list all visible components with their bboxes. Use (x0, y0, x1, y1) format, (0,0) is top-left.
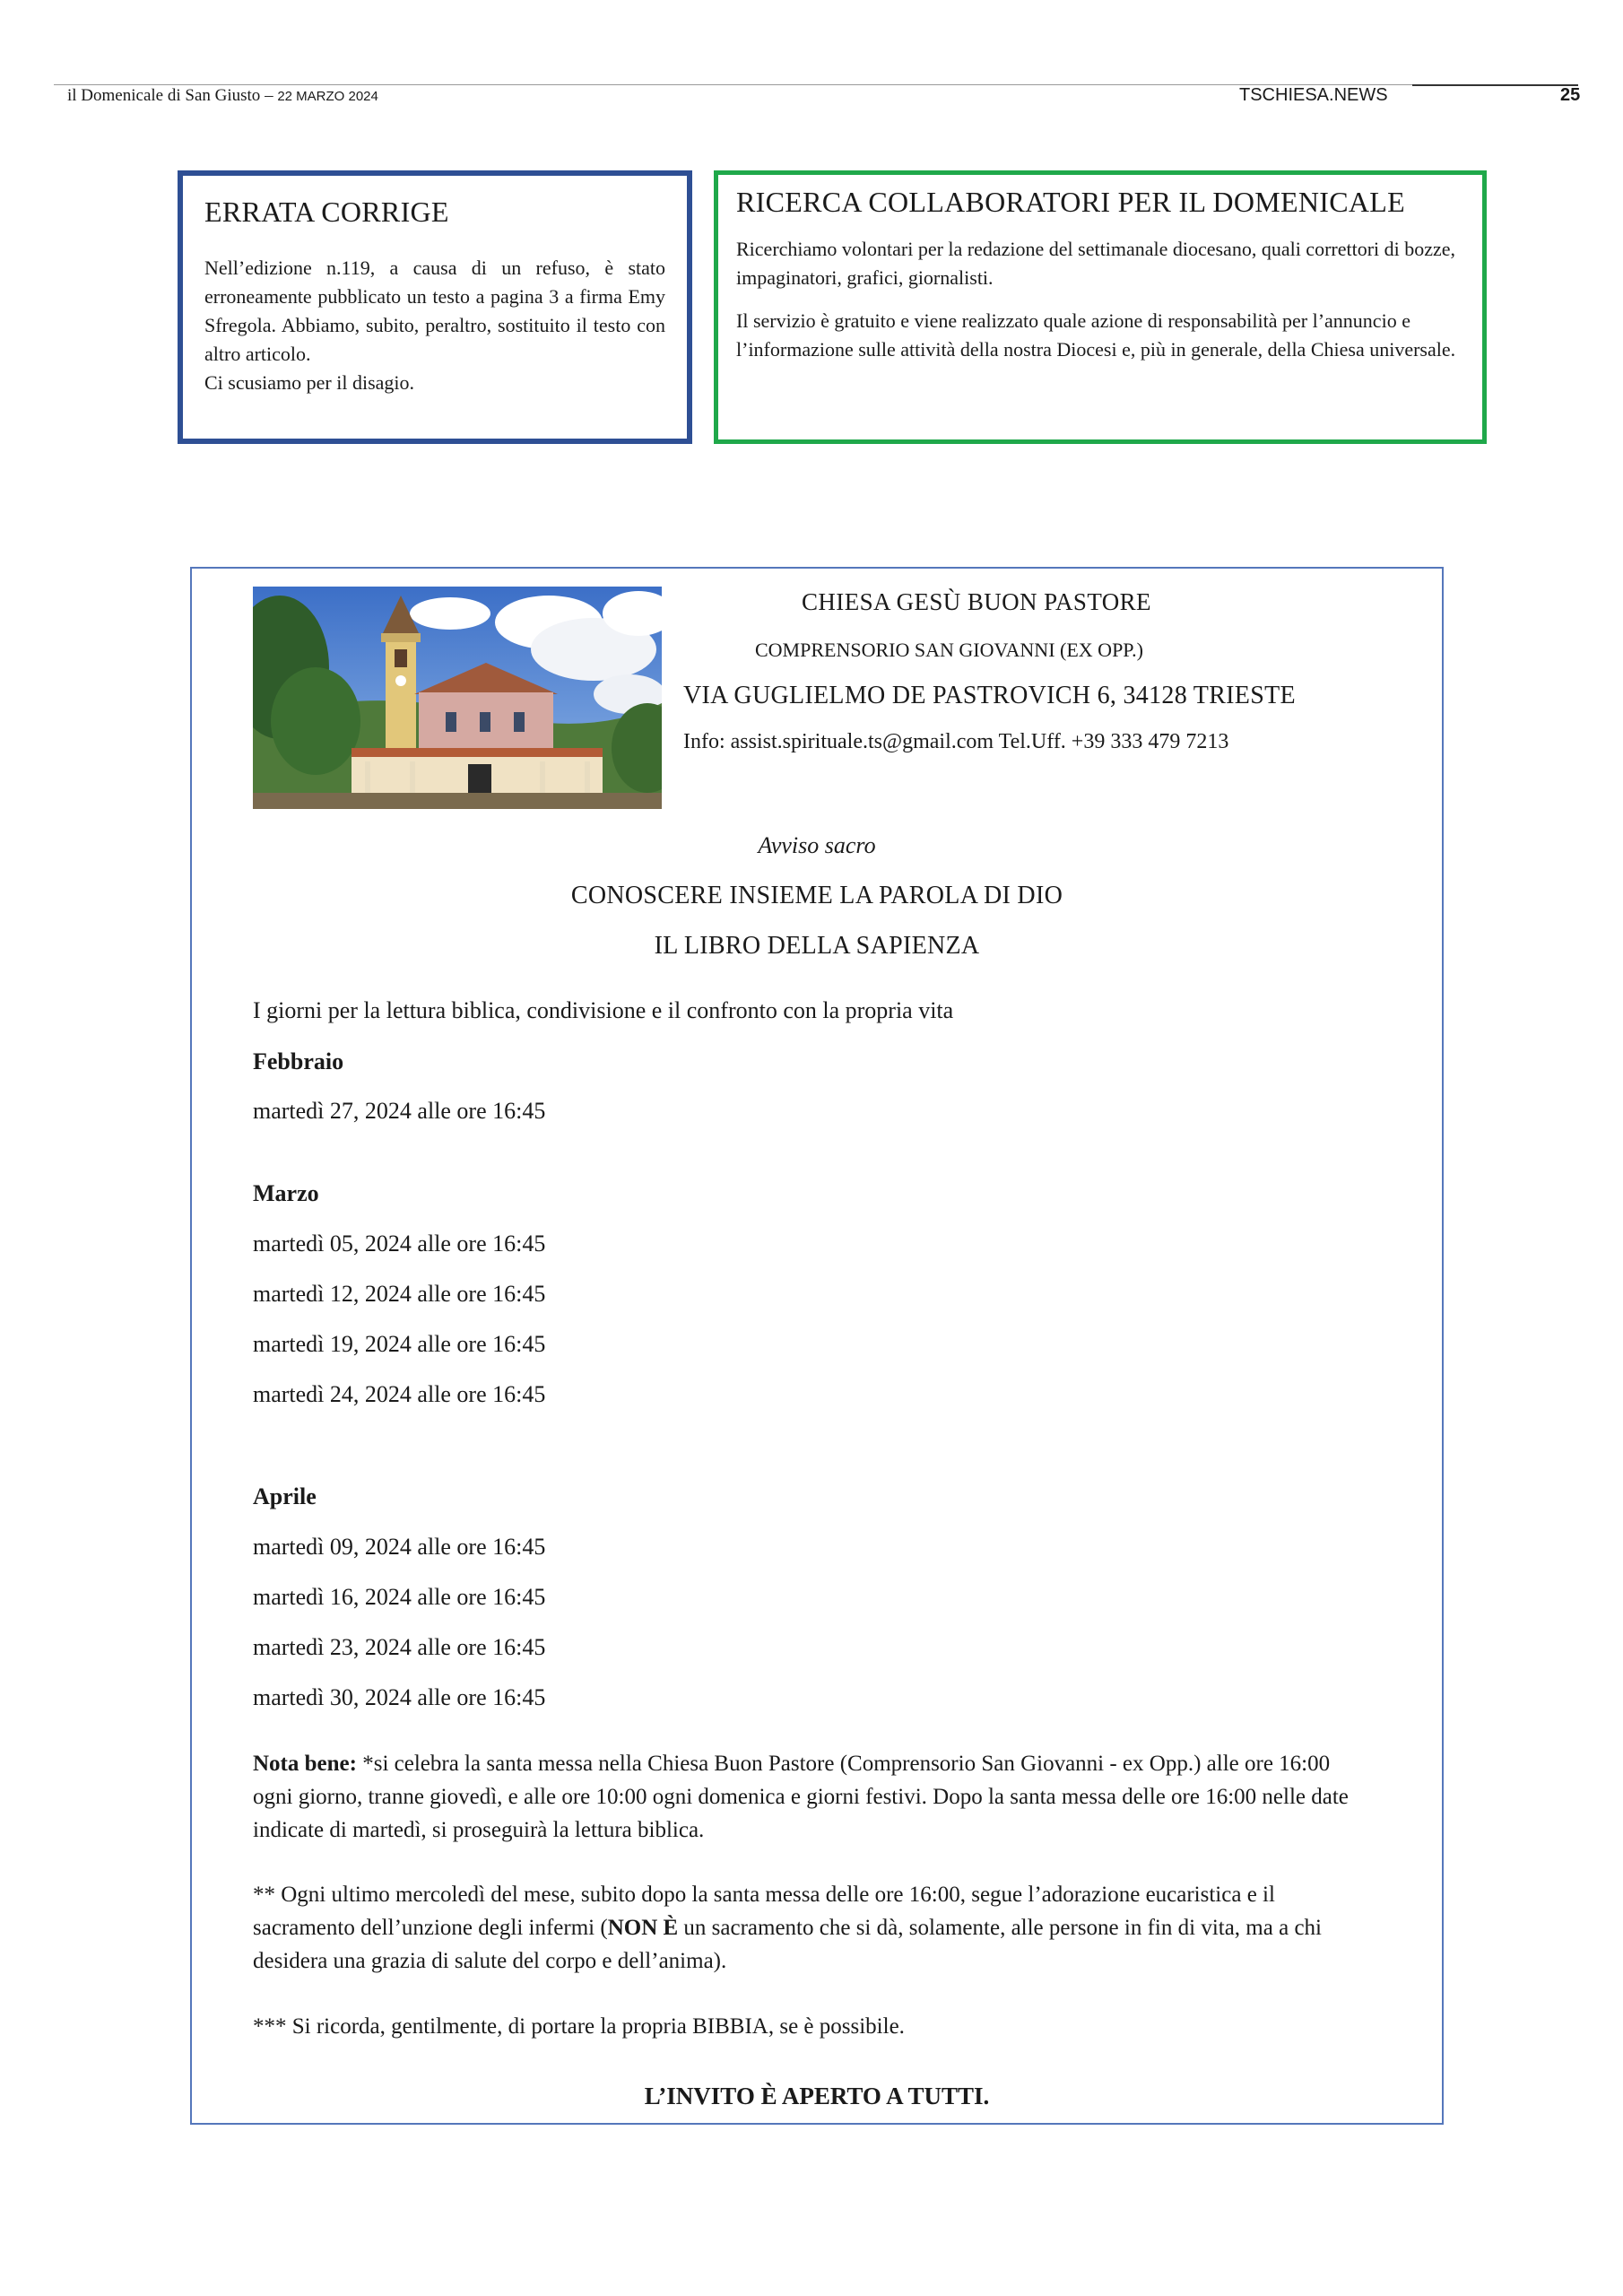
church-contact-info[interactable]: Info: assist.spirituale.ts@gmail.com Tel.Uff. +39 333 479 7213 (683, 730, 1229, 753)
note-adorazione (253, 1878, 1365, 1978)
header-rule-accent (1412, 84, 1578, 86)
schedule-date: martedì 24, 2024 alle ore 16:45 (253, 1381, 546, 1407)
errata-title: ERRATA CORRIGE (204, 196, 449, 228)
page-number: 25 (1560, 85, 1581, 105)
schedule-date: martedì 30, 2024 alle ore 16:45 (253, 1684, 546, 1710)
note-bibbia: *** Si ricorda, gentilmente, di portare la propria BIBBIA, se è possibile. (253, 2014, 905, 2039)
errata-corrige-box (178, 170, 692, 444)
ricerca-collaboratori-box (714, 170, 1487, 444)
ricerca-paragraph-1: Ricerchiamo volontari per la redazione del settimanale diocesano, quali correttori di bozze, impaginatori, grafici, giornalisti. (736, 238, 1456, 289)
ricerca-title: RICERCA COLLABORATORI PER IL DOMENICALE (736, 186, 1405, 218)
month-heading: Febbraio (253, 1048, 344, 1074)
note-adorazione-text-b: un sacramento che si dà, solamente, alle persone in fin di vita, ma a chi desidera una grazia di salute del corpo e dell’anima). (253, 1916, 1322, 1973)
avviso-sacro-notice (190, 567, 1444, 2125)
schedule-date: martedì 23, 2024 alle ore 16:45 (253, 1634, 546, 1660)
schedule-date: martedì 27, 2024 alle ore 16:45 (253, 1098, 546, 1124)
errata-text (204, 254, 665, 397)
nota-bene-label: Nota bene: (253, 1752, 357, 1776)
ricerca-text (736, 235, 1464, 364)
notice-subheading: IL LIBRO DELLA SAPIENZA (654, 932, 980, 960)
avviso-label: Avviso sacro (758, 832, 876, 858)
schedule-date: martedì 05, 2024 alle ore 16:45 (253, 1231, 546, 1257)
publication-name: il Domenicale di San Giusto (67, 86, 261, 105)
schedule-date: martedì 19, 2024 alle ore 16:45 (253, 1331, 546, 1357)
church-photo (253, 587, 662, 809)
note-adorazione-text-a: ** Ogni ultimo mercoledì del mese, subito dopo la santa messa delle ore 16:00, segue l’adorazione eucaristica e il sacramento dell’unzione degli infermi ( (253, 1883, 1275, 1940)
church-address: VIA GUGLIELMO DE PASTROVICH 6, 34128 TRIESTE (683, 682, 1296, 709)
schedule-date: martedì 12, 2024 alle ore 16:45 (253, 1281, 546, 1307)
church-name: CHIESA GESÙ BUON PASTORE (802, 588, 1151, 615)
ricerca-paragraph-2: Il servizio è gratuito e viene realizzato quale azione di responsabilità per l’annuncio e l’informazione sulle attività della nostra Diocesi e, più in generale, della Chiesa universale. (736, 309, 1456, 361)
nota-bene (253, 1747, 1365, 1847)
note-adorazione-bold: NON È (607, 1916, 679, 1940)
nota-bene-text: *si celebra la santa messa nella Chiesa Buon Pastore (Comprensorio San Giovanni - ex Opp.) alle ore 16:00 ogni giorno, tranne giovedì, e alle ore 10:00 ogni domenica e giorni festivi. Dopo la santa messa delle ore 16:00 nelle date indicate di martedì, si proseguirà la lettura biblica. (253, 1752, 1349, 1842)
errata-text-1: Nell’edizione n.119, a causa di un refuso, è stato erroneamente pubblicato un testo a pagina 3 a firma Emy Sfregola. Abbiamo, subito, peraltro, sostituito il testo con altro articolo. (204, 257, 665, 365)
month-heading: Aprile (253, 1483, 317, 1509)
publication-header (67, 86, 378, 106)
header-separator: – (260, 86, 278, 105)
notice-heading: CONOSCERE INSIEME LA PAROLA DI DIO (570, 882, 1063, 909)
notice-intro: I giorni per la lettura biblica, condivisione e il confronto con la propria vita (253, 997, 954, 1023)
issue-date: 22 MARZO 2024 (277, 89, 378, 104)
errata-text-2: Ci scusiamo per il disagio. (204, 371, 415, 394)
site-name[interactable]: TSCHIESA.NEWS (1239, 85, 1388, 105)
month-heading: Marzo (253, 1180, 319, 1206)
schedule-date: martedì 09, 2024 alle ore 16:45 (253, 1534, 546, 1560)
church-subtitle: COMPRENSORIO SAN GIOVANNI (EX OPP.) (755, 639, 1143, 661)
schedule-date: martedì 16, 2024 alle ore 16:45 (253, 1584, 546, 1610)
closing-invitation: L’INVITO È APERTO A TUTTI. (644, 2083, 990, 2109)
